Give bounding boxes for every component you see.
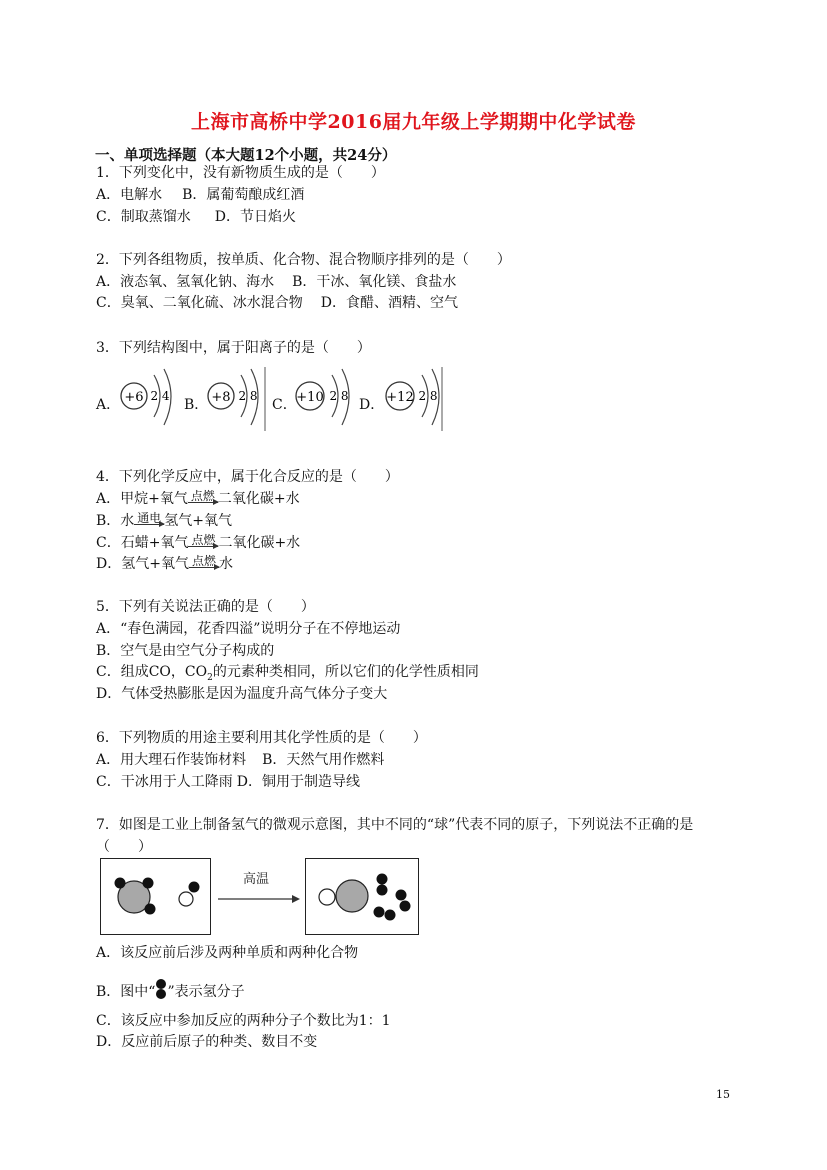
q2-option-c[interactable]: C．臭氧、二氧化硫、冰水混合物 — [96, 295, 303, 311]
small-dark-atom — [385, 910, 396, 921]
reaction-condition-arrow — [188, 533, 218, 549]
q2-stem: 2．下列各组物质，按单质、化合物、混合物顺序排列的是（ ） — [96, 252, 511, 268]
atom-structure-c — [292, 367, 358, 433]
small-dark-atom — [377, 874, 388, 885]
q4-option-b[interactable] — [96, 511, 232, 531]
page-number: 15 — [716, 1088, 730, 1101]
reactants: B．水 — [96, 513, 135, 529]
condition-text: 点燃 — [190, 489, 215, 503]
arrow-line — [188, 546, 218, 547]
q6-option-d[interactable]: D．铜用于制造导线 — [236, 774, 360, 790]
q6-stem: 6．下列物质的用途主要利用其化学性质的是（ ） — [96, 730, 427, 746]
q4-option-d[interactable] — [96, 554, 233, 574]
large-atom — [336, 880, 368, 912]
small-dark-atom — [145, 904, 156, 915]
products: 二氧化碳+水 — [218, 535, 301, 551]
q5-option-b[interactable]: B．空气是由空气分子构成的 — [96, 643, 275, 659]
reaction-condition-arrow — [188, 489, 218, 505]
arrow-line — [134, 524, 164, 525]
q7-option-b[interactable] — [96, 978, 245, 1002]
q5-stem: 5．下列有关说法正确的是（ ） — [96, 599, 315, 615]
shell-electrons: 2 4 — [150, 389, 170, 403]
small-dark-atom — [400, 901, 411, 912]
q1-stem: 1．下列变化中，没有新物质生成的是（ ） — [96, 165, 385, 181]
nucleus-charge: +8 — [211, 390, 231, 405]
q6-option-b[interactable]: B．天然气用作燃料 — [262, 752, 385, 768]
atom-structure-d — [380, 367, 446, 433]
reaction-condition-arrow — [189, 554, 219, 570]
reactant-box — [100, 858, 211, 935]
reactant-molecules — [101, 859, 210, 934]
product-box — [305, 858, 419, 935]
q3-option-d-label[interactable]: D． — [359, 397, 385, 413]
q4-option-c[interactable] — [96, 533, 300, 553]
product-molecules — [306, 859, 418, 934]
q2-options-row1 — [96, 272, 456, 292]
q6-options-row2 — [96, 772, 360, 792]
small-dark-atom — [115, 878, 126, 889]
q1-option-a[interactable]: A．电解水 — [96, 187, 163, 203]
q7-stem: 7．如图是工业上制备氢气的微观示意图，其中不同的“球”代表不同的原子，下列说法不正确的是 — [96, 817, 694, 833]
shell-electrons: 2 8 — [329, 389, 349, 403]
section-heading: 一、单项选择题（本大题12个小题，共24分） — [95, 147, 397, 164]
reactants: A．甲烷+氧气 — [96, 491, 188, 507]
option-text: C．组成CO，CO — [96, 664, 208, 680]
arrow-icon — [212, 892, 300, 906]
small-dark-atom — [377, 885, 388, 896]
q7-stem-cont: （ ） — [96, 839, 152, 855]
q2-option-d[interactable]: D．食醋、酒精、空气 — [320, 295, 458, 311]
q6-options-row1 — [96, 750, 384, 770]
products: 水 — [218, 556, 233, 572]
condition-text: 点燃 — [191, 533, 216, 547]
reaction-condition-arrow — [134, 511, 164, 527]
q1-option-c[interactable]: C．制取蒸馏水 — [96, 209, 191, 225]
nucleus-charge: +6 — [124, 390, 144, 405]
page-title: 上海市高桥中学2016届九年级上学期期中化学试卷 — [191, 111, 636, 133]
q2-option-a[interactable]: A．液态氧、氢氧化钠、海水 — [96, 274, 275, 290]
products: 氢气+氧气 — [164, 513, 233, 529]
q3-option-c-label[interactable]: C． — [272, 397, 297, 413]
q1-options-row1 — [96, 185, 304, 205]
q3-option-a-label[interactable]: A． — [96, 397, 121, 413]
condition-label: 高温 — [242, 872, 269, 887]
white-atom — [319, 889, 335, 905]
hydrogen-molecule-icon — [155, 978, 167, 1002]
reactants: C．石蜡+氧气 — [96, 535, 189, 551]
products: 二氧化碳+水 — [217, 491, 300, 507]
condition-text: 通电 — [137, 511, 162, 525]
shell-electrons: 2 8 — [238, 389, 258, 403]
arrow-line — [188, 502, 218, 503]
nucleus-charge: +10 — [296, 390, 324, 405]
option-text-cont: ”表示氢分子 — [167, 984, 245, 1000]
reactants: D．氢气+氧气 — [96, 556, 189, 572]
atom-structure-b — [205, 367, 269, 433]
q6-option-a[interactable]: A．用大理石作装饰材料 — [96, 752, 247, 768]
q5-option-d[interactable]: D．气体受热膨胀是因为温度升高气体分子变大 — [96, 686, 388, 702]
q1-option-d[interactable]: D．节日焰火 — [214, 209, 296, 225]
reaction-arrow — [212, 868, 300, 908]
option-text-cont: 的元素种类相同，所以它们的化学性质相同 — [212, 664, 479, 680]
q1-option-b[interactable]: B．属葡萄酿成红酒 — [182, 187, 305, 203]
white-atom — [179, 892, 193, 906]
q7-option-c[interactable]: C．该反应中参加反应的两种分子个数比为1：1 — [96, 1013, 391, 1029]
small-dark-atom — [143, 878, 154, 889]
q7-option-a[interactable]: A．该反应前后涉及两种单质和两种化合物 — [96, 945, 359, 961]
q5-option-a[interactable]: A．“春色满园，花香四溢”说明分子在不停地运动 — [96, 621, 401, 637]
q2-options-row2 — [96, 293, 458, 313]
atom-structure-a — [116, 367, 178, 433]
q1-options-row2 — [96, 207, 296, 227]
arrow-line — [189, 567, 219, 568]
subscript: 2 — [207, 672, 213, 683]
q2-option-b[interactable]: B．干冰、氧化镁、食盐水 — [292, 274, 457, 290]
q4-option-a[interactable] — [96, 489, 300, 509]
nucleus-charge: +12 — [386, 390, 414, 405]
option-text: B．图中“ — [96, 984, 156, 1000]
q3-option-b-label[interactable]: B． — [184, 397, 209, 413]
small-dark-atom — [396, 890, 407, 901]
q4-stem: 4．下列化学反应中，属于化合反应的是（ ） — [96, 469, 399, 485]
q7-option-d[interactable]: D．反应前后原子的种类、数目不变 — [96, 1034, 318, 1050]
small-dark-atom — [374, 907, 385, 918]
condition-text: 点燃 — [191, 554, 216, 568]
q6-option-c[interactable]: C．干冰用于人工降雨 — [96, 774, 233, 790]
shell-electrons: 2 8 — [418, 389, 438, 403]
q3-stem: 3．下列结构图中，属于阳离子的是（ ） — [96, 340, 371, 356]
small-dark-atom — [189, 882, 200, 893]
